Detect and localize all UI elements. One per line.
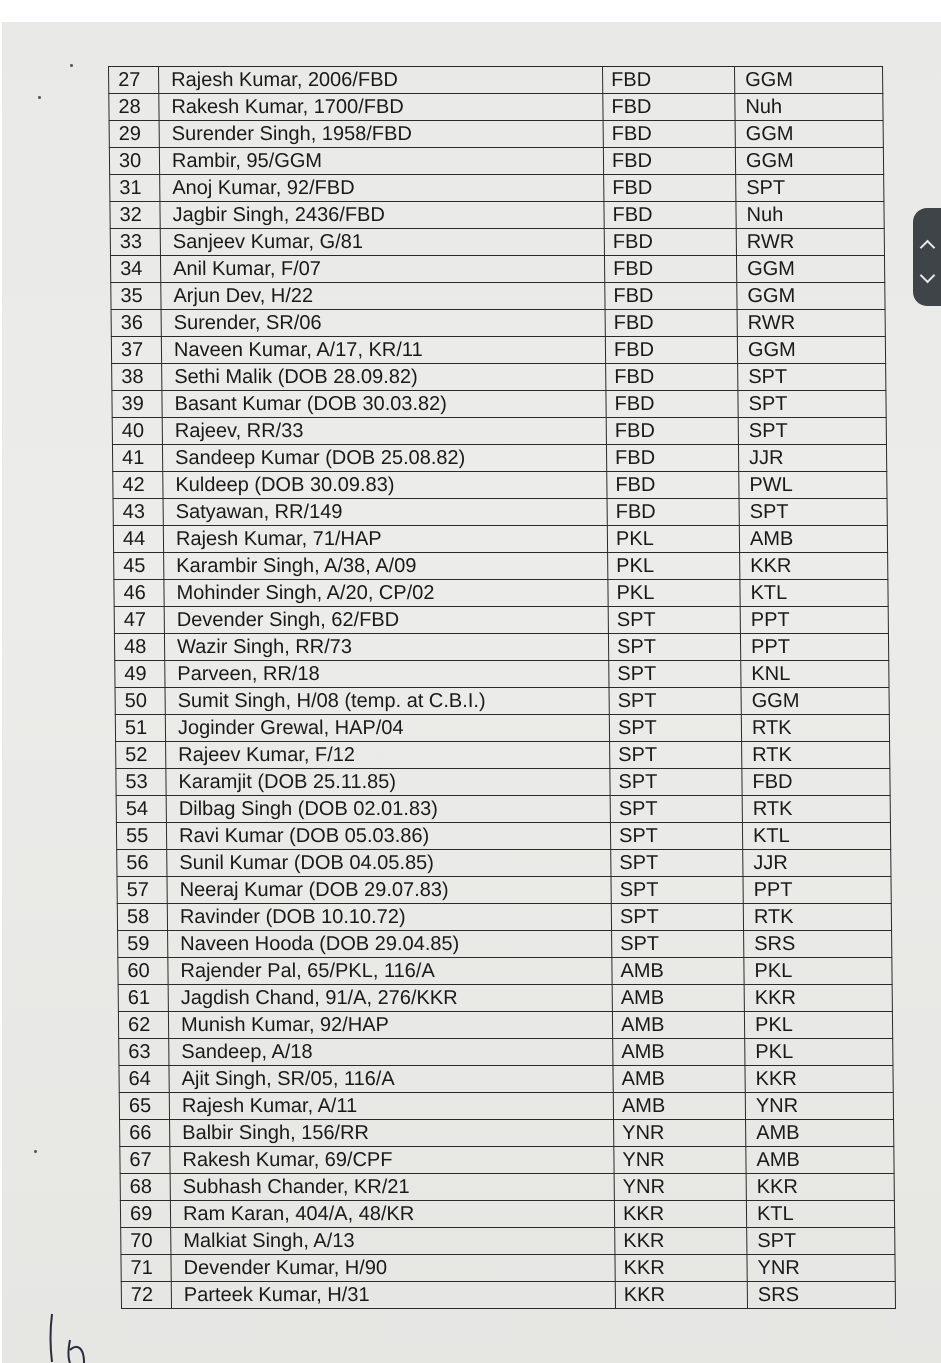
employee-name: Dilbag Singh (DOB 02.01.83) bbox=[166, 796, 610, 823]
row-number: 60 bbox=[118, 958, 168, 985]
table-row bbox=[114, 634, 888, 661]
to-station: PPT bbox=[743, 877, 891, 904]
table-row bbox=[112, 364, 886, 391]
employee-name: Anoj Kumar, 92/FBD bbox=[160, 175, 604, 202]
row-number: 35 bbox=[111, 283, 161, 310]
row-number: 36 bbox=[111, 310, 161, 337]
row-number: 52 bbox=[116, 742, 166, 769]
from-station: FBD bbox=[606, 445, 738, 472]
employee-name: Devender Kumar, H/90 bbox=[171, 1255, 615, 1282]
row-number: 67 bbox=[120, 1147, 170, 1174]
employee-name: Parteek Kumar, H/31 bbox=[171, 1282, 615, 1309]
from-station: KKR bbox=[615, 1255, 747, 1282]
to-station: RTK bbox=[743, 904, 891, 931]
employee-name: Sethi Malik (DOB 28.09.82) bbox=[162, 364, 606, 391]
to-station: SPT bbox=[736, 175, 884, 202]
to-station: SPT bbox=[739, 499, 887, 526]
from-station: SPT bbox=[610, 796, 742, 823]
employee-name: Sumit Singh, H/08 (temp. at C.B.I.) bbox=[165, 688, 609, 715]
from-station: FBD bbox=[604, 202, 736, 229]
employee-name: Sunil Kumar (DOB 04.05.85) bbox=[167, 850, 611, 877]
row-number: 42 bbox=[113, 472, 163, 499]
paper-speck bbox=[34, 1150, 37, 1153]
from-station: KKR bbox=[615, 1282, 747, 1309]
employee-name: Sandeep, A/18 bbox=[169, 1039, 613, 1066]
employee-name: Jagdish Chand, 91/A, 276/KKR bbox=[168, 985, 612, 1012]
employee-name: Rajesh Kumar, 2006/FBD bbox=[159, 67, 603, 94]
row-number: 47 bbox=[114, 607, 164, 634]
employee-name: Surender, SR/06 bbox=[161, 310, 605, 337]
row-number: 54 bbox=[116, 796, 166, 823]
table-row bbox=[110, 256, 884, 283]
table-row bbox=[109, 148, 883, 175]
employee-name: Subhash Chander, KR/21 bbox=[170, 1174, 614, 1201]
table-row bbox=[113, 472, 887, 499]
row-number: 29 bbox=[109, 121, 159, 148]
row-number: 44 bbox=[113, 526, 163, 553]
row-number: 48 bbox=[114, 634, 164, 661]
table-row bbox=[118, 931, 892, 958]
chevron-down-icon[interactable] bbox=[920, 268, 936, 284]
row-number: 46 bbox=[114, 580, 164, 607]
row-number: 37 bbox=[111, 337, 161, 364]
row-number: 40 bbox=[112, 418, 162, 445]
table-row bbox=[110, 202, 884, 229]
from-station: PKL bbox=[607, 526, 739, 553]
table-row bbox=[121, 1228, 895, 1255]
to-station: Nuh bbox=[736, 202, 884, 229]
from-station: FBD bbox=[604, 256, 736, 283]
row-number: 58 bbox=[117, 904, 167, 931]
row-number: 61 bbox=[118, 985, 168, 1012]
employee-name: Sanjeev Kumar, G/81 bbox=[160, 229, 604, 256]
employee-name: Munish Kumar, 92/HAP bbox=[168, 1012, 612, 1039]
from-station: AMB bbox=[612, 1012, 744, 1039]
table-row bbox=[115, 688, 889, 715]
table-row bbox=[110, 229, 884, 256]
table-row bbox=[114, 553, 888, 580]
row-number: 66 bbox=[120, 1120, 170, 1147]
from-station: PKL bbox=[608, 580, 740, 607]
table-row bbox=[116, 796, 890, 823]
row-number: 43 bbox=[113, 499, 163, 526]
employee-name: Kuldeep (DOB 30.09.83) bbox=[163, 472, 607, 499]
table-row bbox=[111, 310, 885, 337]
row-number: 70 bbox=[121, 1228, 171, 1255]
page-scroll-widget[interactable] bbox=[913, 208, 941, 306]
to-station: PPT bbox=[740, 607, 888, 634]
to-station: GGM bbox=[735, 121, 883, 148]
from-station: SPT bbox=[610, 823, 742, 850]
from-station: FBD bbox=[606, 391, 738, 418]
employee-name: Jagbir Singh, 2436/FBD bbox=[160, 202, 604, 229]
row-number: 62 bbox=[118, 1012, 168, 1039]
from-station: PKL bbox=[608, 553, 740, 580]
table-body bbox=[109, 67, 896, 1309]
row-number: 30 bbox=[109, 148, 159, 175]
table-row bbox=[116, 823, 890, 850]
table-row bbox=[115, 715, 889, 742]
employee-name: Wazir Singh, RR/73 bbox=[164, 634, 608, 661]
to-station: KNL bbox=[741, 661, 889, 688]
to-station: YNR bbox=[747, 1255, 895, 1282]
row-number: 69 bbox=[120, 1201, 170, 1228]
table-row bbox=[116, 742, 890, 769]
table-row bbox=[119, 1093, 893, 1120]
table-row bbox=[109, 67, 883, 94]
to-station: JJR bbox=[738, 445, 886, 472]
row-number: 27 bbox=[109, 67, 159, 94]
from-station: AMB bbox=[612, 958, 744, 985]
to-station: KTL bbox=[740, 580, 888, 607]
employee-name: Surender Singh, 1958/FBD bbox=[159, 121, 603, 148]
from-station: KKR bbox=[614, 1201, 746, 1228]
to-station: SRS bbox=[744, 931, 892, 958]
to-station: GGM bbox=[737, 337, 885, 364]
employee-name: Devender Singh, 62/FBD bbox=[164, 607, 608, 634]
to-station: GGM bbox=[737, 283, 885, 310]
row-number: 64 bbox=[119, 1066, 169, 1093]
to-station: GGM bbox=[736, 256, 884, 283]
handwritten-mark bbox=[38, 1310, 98, 1363]
row-number: 53 bbox=[116, 769, 166, 796]
from-station: SPT bbox=[611, 850, 743, 877]
top-strip bbox=[0, 0, 941, 22]
employee-name: Basant Kumar (DOB 30.03.82) bbox=[162, 391, 606, 418]
employee-name: Rajender Pal, 65/PKL, 116/A bbox=[168, 958, 612, 985]
employee-name: Karambir Singh, A/38, A/09 bbox=[164, 553, 608, 580]
to-station: KKR bbox=[744, 985, 892, 1012]
table-row bbox=[120, 1147, 894, 1174]
employee-name: Karamjit (DOB 25.11.85) bbox=[166, 769, 610, 796]
to-station: SPT bbox=[747, 1228, 895, 1255]
employee-name: Joginder Grewal, HAP/04 bbox=[165, 715, 609, 742]
from-station: SPT bbox=[609, 688, 741, 715]
employee-name: Naveen Hooda (DOB 29.04.85) bbox=[168, 931, 612, 958]
row-number: 34 bbox=[110, 256, 160, 283]
row-number: 32 bbox=[110, 202, 160, 229]
to-station: GGM bbox=[741, 688, 889, 715]
employee-name: Arjun Dev, H/22 bbox=[161, 283, 605, 310]
table-row bbox=[112, 445, 886, 472]
row-number: 33 bbox=[110, 229, 160, 256]
row-number: 45 bbox=[114, 553, 164, 580]
table-row bbox=[111, 283, 885, 310]
from-station: YNR bbox=[614, 1147, 746, 1174]
to-station: SPT bbox=[738, 418, 886, 445]
table-row bbox=[121, 1255, 895, 1282]
from-station: SPT bbox=[610, 769, 742, 796]
to-station: GGM bbox=[735, 148, 883, 175]
table-row bbox=[115, 661, 889, 688]
to-station: KKR bbox=[746, 1174, 894, 1201]
table-row bbox=[119, 1039, 893, 1066]
to-station: AMB bbox=[739, 526, 887, 553]
table-row bbox=[119, 1066, 893, 1093]
table-row bbox=[118, 1012, 892, 1039]
to-station: PKL bbox=[745, 1039, 893, 1066]
from-station: FBD bbox=[605, 283, 737, 310]
from-station: FBD bbox=[604, 229, 736, 256]
to-station: RWR bbox=[736, 229, 884, 256]
table-row bbox=[118, 958, 892, 985]
to-station: KKR bbox=[745, 1066, 893, 1093]
from-station: SPT bbox=[609, 715, 741, 742]
row-number: 59 bbox=[118, 931, 168, 958]
row-number: 65 bbox=[119, 1093, 169, 1120]
to-station: PKL bbox=[744, 1012, 892, 1039]
table-row bbox=[111, 337, 885, 364]
to-station: SPT bbox=[738, 391, 886, 418]
table-row bbox=[114, 580, 888, 607]
from-station: AMB bbox=[612, 985, 744, 1012]
row-number: 56 bbox=[117, 850, 167, 877]
from-station: FBD bbox=[603, 121, 735, 148]
to-station: RTK bbox=[742, 742, 890, 769]
employee-name: Anil Kumar, F/07 bbox=[160, 256, 604, 283]
employee-name: Rakesh Kumar, 69/CPF bbox=[170, 1147, 614, 1174]
from-station: FBD bbox=[603, 67, 735, 94]
paper-speck bbox=[38, 96, 41, 99]
row-number: 71 bbox=[121, 1255, 171, 1282]
to-station: PWL bbox=[739, 472, 887, 499]
from-station: SPT bbox=[608, 607, 740, 634]
to-station: Nuh bbox=[735, 94, 883, 121]
table-row bbox=[114, 607, 888, 634]
employee-name: Malkiat Singh, A/13 bbox=[171, 1228, 615, 1255]
from-station: FBD bbox=[607, 499, 739, 526]
from-station: FBD bbox=[603, 94, 735, 121]
employee-name: Neeraj Kumar (DOB 29.07.83) bbox=[167, 877, 611, 904]
employee-name: Rajeev Kumar, F/12 bbox=[166, 742, 610, 769]
row-number: 55 bbox=[116, 823, 166, 850]
employee-name: Rakesh Kumar, 1700/FBD bbox=[159, 94, 603, 121]
from-station: FBD bbox=[604, 175, 736, 202]
to-station: AMB bbox=[746, 1147, 894, 1174]
row-number: 50 bbox=[115, 688, 165, 715]
employee-name: Rambir, 95/GGM bbox=[159, 148, 603, 175]
to-station: AMB bbox=[746, 1120, 894, 1147]
employee-name: Ajit Singh, SR/05, 116/A bbox=[169, 1066, 613, 1093]
from-station: KKR bbox=[615, 1228, 747, 1255]
employee-name: Rajeev, RR/33 bbox=[162, 418, 606, 445]
row-number: 41 bbox=[112, 445, 162, 472]
row-number: 72 bbox=[121, 1282, 171, 1309]
to-station: FBD bbox=[742, 769, 890, 796]
to-station: KTL bbox=[742, 823, 890, 850]
employee-name: Rajesh Kumar, A/11 bbox=[169, 1093, 613, 1120]
from-station: SPT bbox=[610, 742, 742, 769]
row-number: 57 bbox=[117, 877, 167, 904]
table-row bbox=[120, 1201, 894, 1228]
row-number: 68 bbox=[120, 1174, 170, 1201]
table-row bbox=[110, 175, 884, 202]
table-row bbox=[117, 850, 891, 877]
employee-name: Mohinder Singh, A/20, CP/02 bbox=[164, 580, 608, 607]
employee-name: Rajesh Kumar, 71/HAP bbox=[163, 526, 607, 553]
employee-name: Ram Karan, 404/A, 48/KR bbox=[170, 1201, 614, 1228]
to-station: KTL bbox=[746, 1201, 894, 1228]
employee-name: Ravi Kumar (DOB 05.03.86) bbox=[166, 823, 610, 850]
employee-name: Balbir Singh, 156/RR bbox=[170, 1120, 614, 1147]
table-row bbox=[117, 904, 891, 931]
employee-name: Satyawan, RR/149 bbox=[163, 499, 607, 526]
to-station: GGM bbox=[735, 67, 883, 94]
from-station: YNR bbox=[614, 1120, 746, 1147]
from-station: AMB bbox=[613, 1093, 745, 1120]
to-station: JJR bbox=[743, 850, 891, 877]
to-station: RWR bbox=[737, 310, 885, 337]
employee-name: Parveen, RR/18 bbox=[165, 661, 609, 688]
row-number: 28 bbox=[109, 94, 159, 121]
from-station: FBD bbox=[603, 148, 735, 175]
employee-name: Sandeep Kumar (DOB 25.08.82) bbox=[162, 445, 606, 472]
to-station: KKR bbox=[740, 553, 888, 580]
table-row bbox=[113, 526, 887, 553]
from-station: SPT bbox=[608, 634, 740, 661]
table-row bbox=[112, 418, 886, 445]
from-station: FBD bbox=[607, 472, 739, 499]
from-station: SPT bbox=[609, 661, 741, 688]
table-row bbox=[116, 769, 890, 796]
chevron-up-icon[interactable] bbox=[920, 240, 936, 256]
to-station: RTK bbox=[742, 796, 890, 823]
employee-name: Naveen Kumar, A/17, KR/11 bbox=[161, 337, 605, 364]
to-station: SPT bbox=[738, 364, 886, 391]
from-station: FBD bbox=[605, 310, 737, 337]
table-row bbox=[118, 985, 892, 1012]
from-station: AMB bbox=[613, 1039, 745, 1066]
table-row bbox=[112, 391, 886, 418]
transfer-table bbox=[108, 66, 896, 1309]
from-station: FBD bbox=[605, 337, 737, 364]
to-station: PKL bbox=[744, 958, 892, 985]
to-station: RTK bbox=[741, 715, 889, 742]
table-row bbox=[109, 94, 883, 121]
row-number: 51 bbox=[115, 715, 165, 742]
from-station: SPT bbox=[611, 877, 743, 904]
to-station: YNR bbox=[745, 1093, 893, 1120]
to-station: SRS bbox=[747, 1282, 895, 1309]
row-number: 38 bbox=[112, 364, 162, 391]
row-number: 39 bbox=[112, 391, 162, 418]
from-station: FBD bbox=[606, 364, 738, 391]
to-station: PPT bbox=[740, 634, 888, 661]
from-station: FBD bbox=[606, 418, 738, 445]
row-number: 49 bbox=[115, 661, 165, 688]
row-number: 31 bbox=[110, 175, 160, 202]
from-station: SPT bbox=[611, 904, 743, 931]
from-station: YNR bbox=[614, 1174, 746, 1201]
table-row bbox=[113, 499, 887, 526]
from-station: SPT bbox=[612, 931, 744, 958]
table-row bbox=[120, 1120, 894, 1147]
table-row bbox=[120, 1174, 894, 1201]
paper-speck bbox=[70, 64, 73, 67]
table-row bbox=[121, 1282, 895, 1309]
table-row bbox=[109, 121, 883, 148]
row-number: 63 bbox=[119, 1039, 169, 1066]
employee-name: Ravinder (DOB 10.10.72) bbox=[167, 904, 611, 931]
table-row bbox=[117, 877, 891, 904]
from-station: AMB bbox=[613, 1066, 745, 1093]
